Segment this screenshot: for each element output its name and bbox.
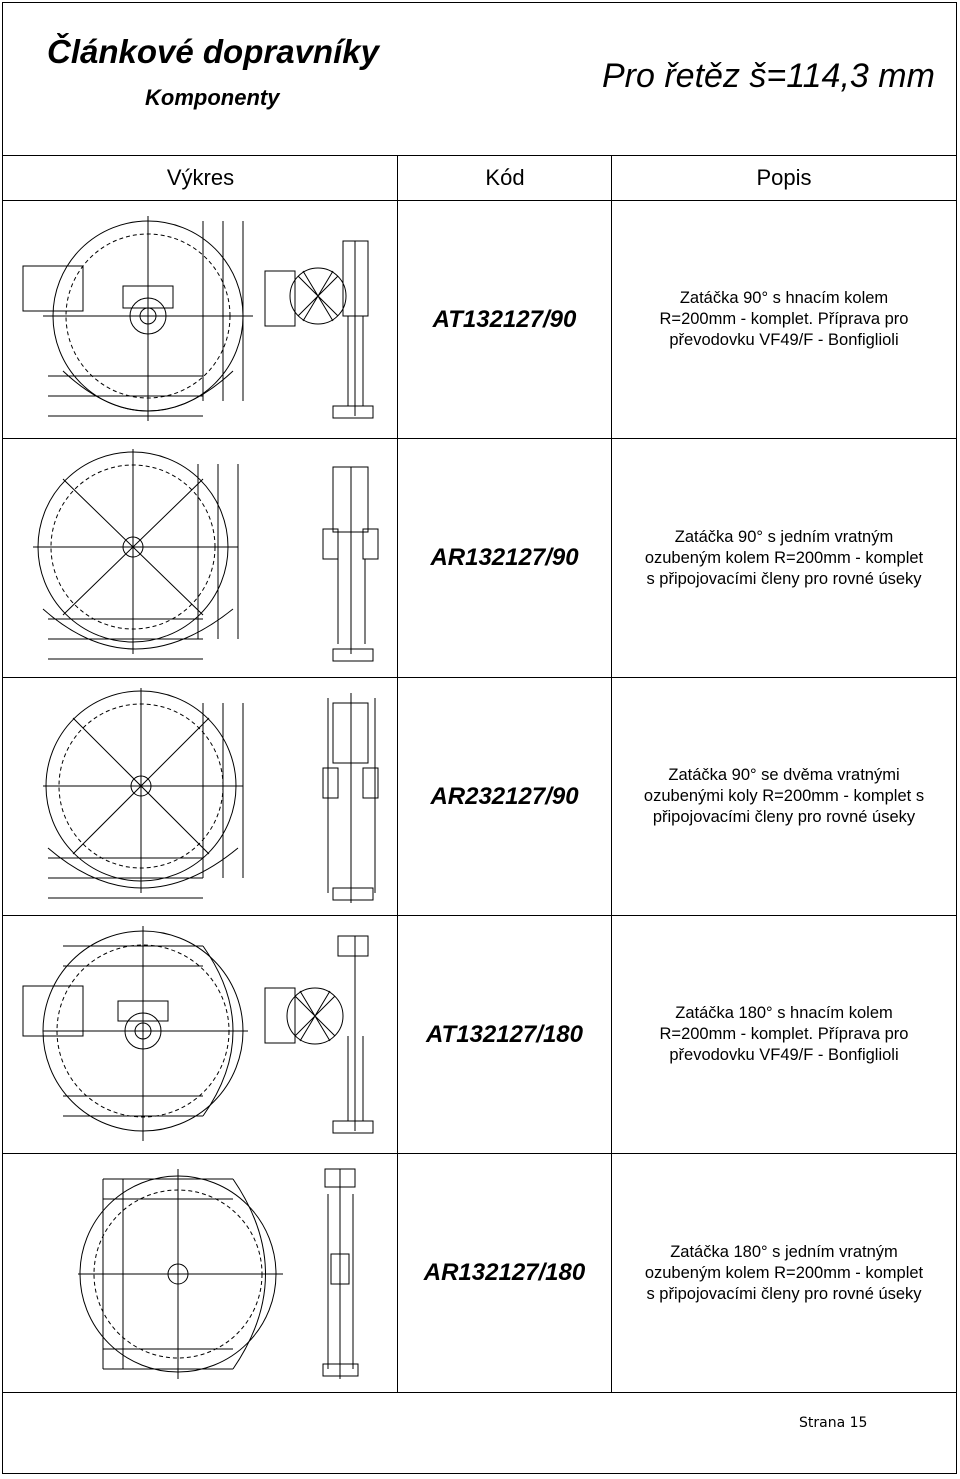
table-row <box>3 916 956 1153</box>
idler-wheel-90-icon <box>3 439 396 677</box>
page-frame <box>2 2 957 1474</box>
page-subtitle: Komponenty <box>145 85 280 110</box>
description-line: Zatáčka 180° s jedním vratným <box>670 1242 898 1261</box>
product-description <box>612 678 956 915</box>
double-idler-90-icon <box>3 678 396 915</box>
description-line: ozubeným kolem R=200mm - komplet <box>644 548 924 567</box>
description-line: Zatáčka 90° s jedním vratným <box>674 527 894 546</box>
product-description <box>612 439 956 677</box>
column-header-code: Kód <box>398 155 612 201</box>
product-code: AR232127/90 <box>430 782 579 810</box>
product-code: AT132127/90 <box>432 305 577 333</box>
description-line: R=200mm - komplet. Příprava pro <box>659 310 909 328</box>
description-line: R=200mm - komplet. Příprava pro <box>659 1025 909 1043</box>
table-row <box>3 439 956 677</box>
description-line: připojovacími členy pro rovné úseky <box>652 808 916 826</box>
product-code: AT132127/180 <box>425 1020 583 1048</box>
drive-wheel-90-icon <box>3 201 396 438</box>
description-line: ozubenými koly R=200mm - komplet s <box>643 787 925 805</box>
description-line: s připojovacími členy pro rovné úseky <box>646 569 922 588</box>
column-header-drawing: Výkres <box>3 155 398 201</box>
description-line: převodovku VF49/F - Bonfiglioli <box>669 1046 899 1064</box>
description-line: Zatáčka 180° s hnacím kolem <box>675 1004 893 1022</box>
description-line: Zatáčka 90° s hnacím kolem <box>679 289 889 307</box>
chain-spec: Pro řetěz š=114,3 mm <box>602 57 935 95</box>
product-code: AR132127/90 <box>430 544 579 571</box>
page-header <box>3 3 956 156</box>
product-description <box>612 916 956 1153</box>
description-line: s připojovacími členy pro rovné úseky <box>646 1284 922 1303</box>
description-line: Zatáčka 90° se dvěma vratnými <box>668 766 900 784</box>
idler-wheel-180-icon <box>3 1154 396 1392</box>
table-row <box>3 1154 956 1392</box>
product-description <box>612 201 956 438</box>
description-line: převodovku VF49/F - Bonfiglioli <box>669 331 899 349</box>
table-row <box>3 678 956 915</box>
row-divider <box>3 1392 956 1393</box>
description-line: ozubeným kolem R=200mm - komplet <box>644 1263 924 1282</box>
product-description <box>612 1154 956 1392</box>
drive-wheel-180-icon <box>3 916 396 1153</box>
table-row <box>3 201 956 438</box>
page-number: Strana 15 <box>799 1415 868 1431</box>
column-header-description: Popis <box>612 155 956 201</box>
product-code: AR132127/180 <box>423 1259 586 1286</box>
page-title: Článkové dopravníky <box>47 33 379 70</box>
